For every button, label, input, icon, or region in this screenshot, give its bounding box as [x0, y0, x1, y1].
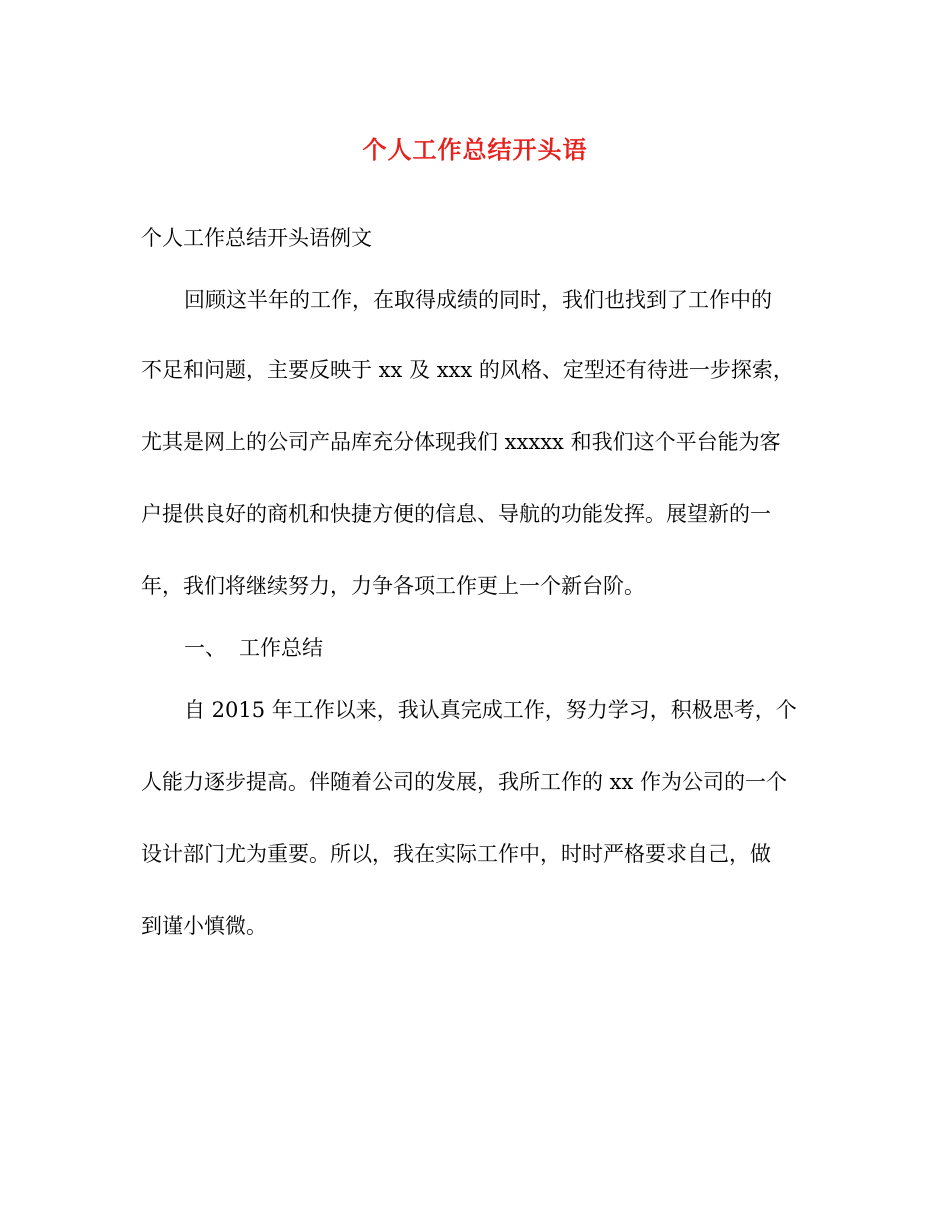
paragraph2-line-4: 到谨小慎微。 [141, 914, 267, 938]
paragraph1-line-1: 回顾这半年的工作，在取得成绩的同时，我们也找到了工作中的 [184, 288, 772, 312]
paragraph1-line-2: 不足和问题，主要反映于 xx 及 xxx 的风格、定型还有待进一步探索， [141, 358, 794, 382]
document-title: 个人工作总结开头语 [362, 135, 588, 164]
paragraph1-line-5: 年，我们将继续努力，力争各项工作更上一个新台阶。 [141, 574, 645, 598]
paragraph2-line-2: 人能力逐步提高。伴随着公司的发展，我所工作的 xx 作为公司的一个 [141, 770, 788, 794]
document-subtitle: 个人工作总结开头语例文 [141, 226, 372, 250]
paragraph2-line-1: 自 2015 年工作以来，我认真完成工作，努力学习，积极思考，个 [184, 698, 797, 722]
section-heading [184, 633, 323, 663]
paragraph1-line-3: 尤其是网上的公司产品库充分体现我们 xxxxx 和我们这个平台能为客 [141, 430, 781, 454]
paragraph2-line-3: 设计部门尤为重要。所以，我在实际工作中，时时严格要求自己，做 [141, 842, 771, 866]
section-label: 工作总结 [239, 636, 323, 660]
section-number: 一、 [184, 636, 226, 660]
paragraph1-line-4: 户提供良好的商机和快捷方便的信息、导航的功能发挥。展望新的一 [141, 502, 771, 526]
